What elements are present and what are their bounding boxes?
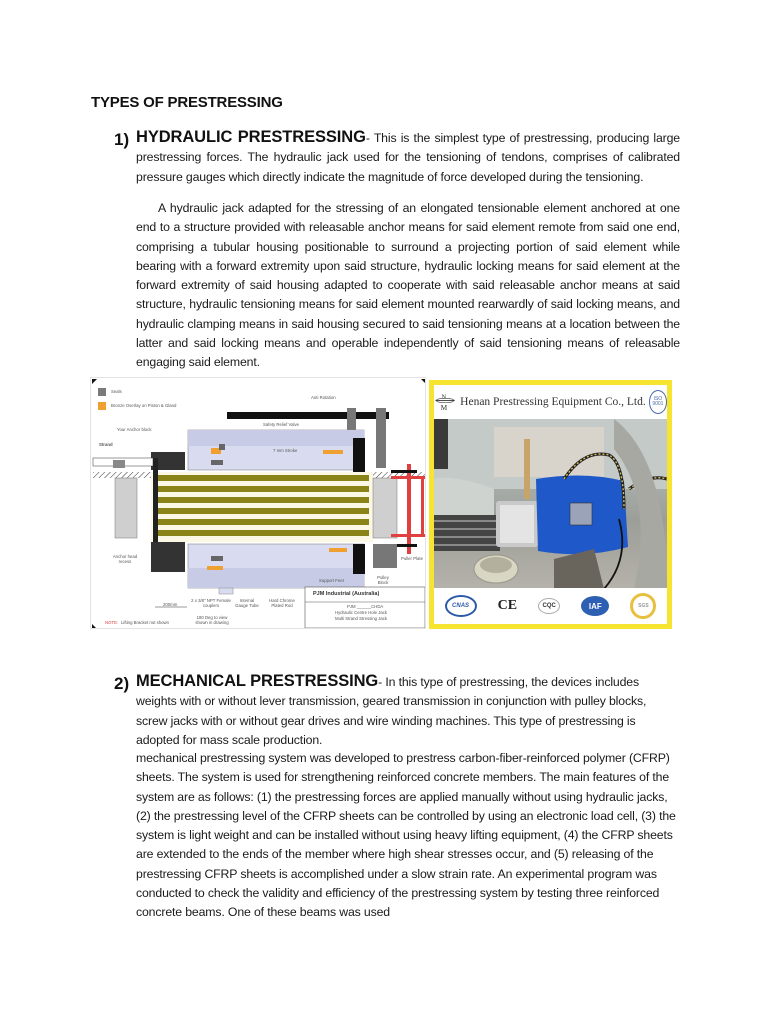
section-intro bbox=[136, 672, 680, 750]
section-paragraph: mechanical prestressing system was developed to prestress carbon-fiber-reinforced polymer (CFRP) sheets. The system is used for strengthening reinforced concrete members. The main features of the system are as follows: (1) the prestressing forces are applied manually without using hydraulic jacks, (2) the prestressing level of the CFRP sheets can be controlled by using an electronic load cell, (3) the system is light weight and can be installed without using heavy lifting equipment, (4) the CFRP sheets are extended to the ends of the member where high shear stresses occur, and (5) releasing of the prestressing CFRP sheets is accomplished under a slow strain rate. An experimental program was conducted to check the validity and efficiency of the prestressing system by testing three reinforced concrete beams. One of these beams was used bbox=[136, 751, 676, 920]
label-anti-rotation: Anti Rotation bbox=[311, 395, 336, 400]
label-gauge-tube: Internal Gauge Tube bbox=[235, 598, 259, 608]
title-block-company: PJM Industrial (Australia) bbox=[313, 591, 380, 597]
label-pulley-block: Pulley Block bbox=[377, 575, 389, 585]
label-safety-relief: Safety Relief Valve bbox=[263, 422, 299, 427]
svg-text:N: N bbox=[441, 393, 447, 401]
label-anchor-head: Anchor head recess bbox=[112, 554, 138, 564]
label-puller-plate: Puller Plate bbox=[401, 556, 423, 561]
page-title: TYPES OF PRESTRESSING bbox=[91, 94, 283, 111]
label-support-feet: Support Feet bbox=[319, 578, 344, 583]
section-number: 2) bbox=[114, 674, 130, 693]
certification-logos bbox=[434, 588, 667, 624]
photo-company-name: Henan Prestressing Equipment Co., Ltd. bbox=[460, 396, 646, 408]
iso-badge-icon: ISO 9001 bbox=[649, 390, 667, 414]
section-intro bbox=[136, 128, 680, 187]
sgs-logo-icon: SGS bbox=[630, 593, 656, 619]
photo-header bbox=[434, 385, 667, 419]
label-strand: Strand bbox=[99, 442, 113, 447]
iaf-logo-icon: IAF bbox=[581, 596, 609, 616]
section-heading: HYDRAULIC PRESTRESSING bbox=[136, 128, 366, 146]
company-logo-icon bbox=[434, 388, 456, 416]
label-anchor-block: Your Anchor block bbox=[117, 427, 152, 432]
jack-installation-photo bbox=[434, 419, 667, 589]
section-intro-text: - This is the simplest type of prestressing, producing large prestressing forces. The hydraulic jack used for the tensioning of tendons, comprises of calibrated pressure gauges which directly indicate the magnitude of force developed during the tensioning. bbox=[136, 131, 680, 184]
cnas-logo-icon: CNAS bbox=[445, 595, 477, 617]
label-chrome-rod: Hard Chrome Plated Rod bbox=[269, 598, 295, 608]
section-heading: MECHANICAL PRESTRESSING bbox=[136, 672, 379, 690]
jack-product-photo bbox=[429, 380, 672, 629]
label-couplers: 2 x 3/8" NPT Female couplers bbox=[191, 598, 231, 608]
legend-bronze: Bronze Overlay on Piston & Gland bbox=[111, 403, 177, 408]
ce-logo-icon: CE bbox=[497, 598, 518, 613]
label-stroke: 7 mm Stroke bbox=[273, 448, 298, 453]
cqc-logo-icon: CQC bbox=[538, 598, 560, 614]
title-block-code: PJM ______CHDA bbox=[347, 604, 384, 609]
note-prefix: NOTE: bbox=[105, 620, 119, 625]
hydraulic-jack-diagram bbox=[90, 377, 426, 629]
title-block-line2: Multi Strand Stressing Jack bbox=[335, 616, 388, 621]
legend-seals: Seals bbox=[111, 389, 122, 394]
section-intro-text: - In this type of prestressing, the devices includes weights with or without lever transmission, geared transmission in conjunction with pulley blocks, screw jacks with or without gear drives and wire winding machines. This type of prestressing is adopted for mass scale production. bbox=[136, 675, 647, 747]
title-block-line1: Hydraulic Centre Hole Jack bbox=[335, 610, 388, 615]
svg-text:M: M bbox=[440, 403, 448, 413]
section-paragraph: A hydraulic jack adapted for the stressing of an elongated tensionable element anchored at one end to a structure provided with releasable anchor means for said element remote from said one end, comprising a tubular housing positionable to surround a projecting portion of said element while bearing with a forward extremity upon said structure, hydraulic locking means for said element at the forward extremity of said housing adapted to cooperate with said releasable anchor means at said structure, hydraulic tensioning means for said element mounted rearwardly of said locking means, and hydraulic clamping means in said housing secured to said tensioning means at a location between the latter and said locking means and operable independently of said tensioning means of releasable engaging said element. bbox=[136, 201, 680, 370]
photo-scene bbox=[434, 419, 667, 589]
note-text: Lifting Bracket not shown bbox=[121, 620, 170, 625]
section-number: 1) bbox=[114, 130, 130, 149]
label-couplers-note: 180 Deg to view shown in drawing bbox=[195, 615, 229, 625]
label-dimension: 200mm bbox=[163, 602, 178, 607]
